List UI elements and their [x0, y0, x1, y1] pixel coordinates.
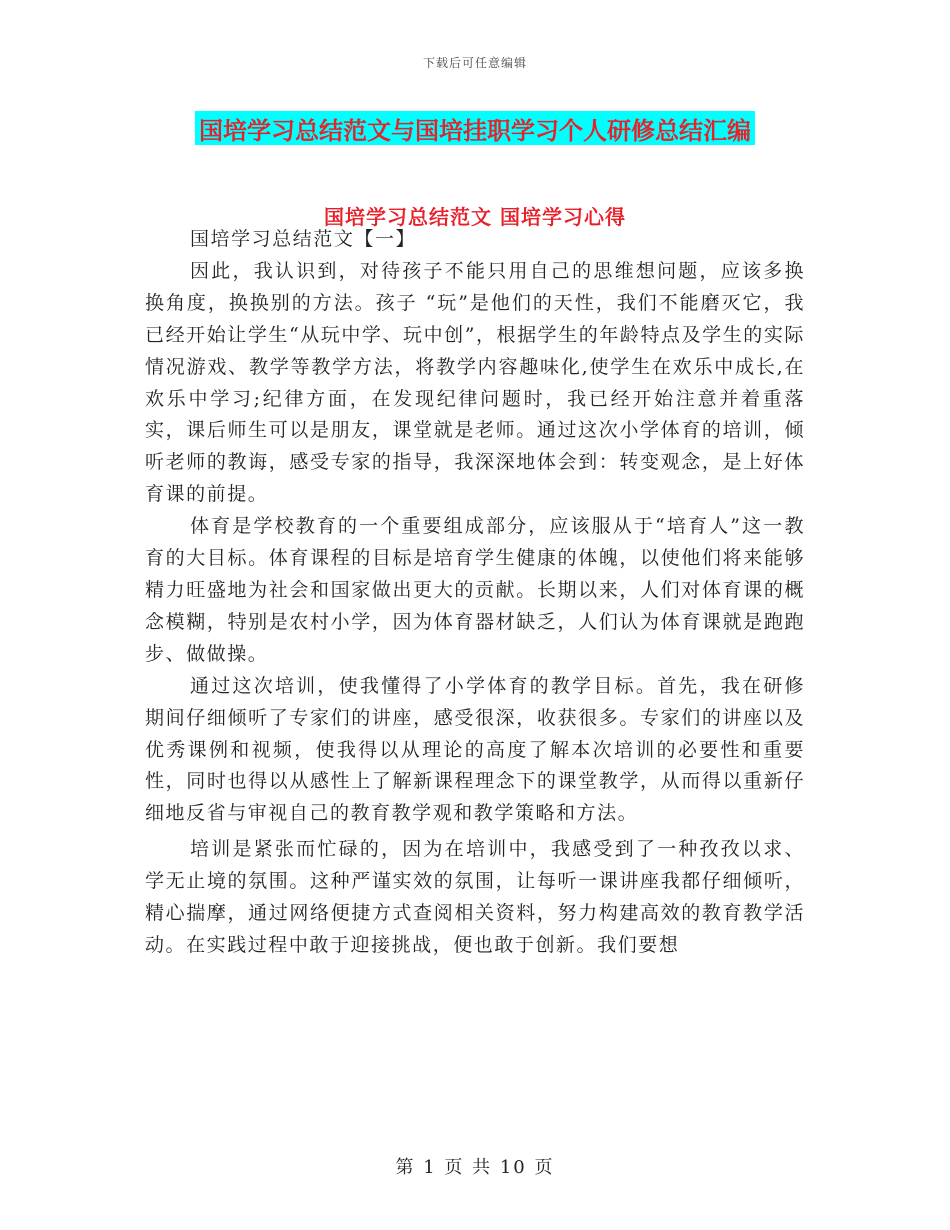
- page-number: 第 1 页 共 10 页: [395, 1157, 555, 1178]
- paragraph: 因此，我认识到，对待孩子不能只用自己的思维想问题，应该多换换角度，换换别的方法。孩子 “玩”是他们的天性，我们不能磨灭它，我已经开始让学生“从玩中学、玩中创”，根据学生的年龄特点及学生的实际情况游戏、教学等教学方法，将教学内容趣味化,使学生在欢乐中成长,在欢乐中学习;纪律方面，在发现纪律问题时，我已经开始注意并着重落实，课后师生可以是朋友，课堂就是老师。通过这次小学体育的培训，倾听老师的教诲，感受专家的指导，我深深地体会到：转变观念，是上好体育课的前提。: [145, 259, 805, 506]
- paragraph: 通过这次培训，使我懂得了小学体育的教学目标。首先，我在研修期间仔细倾听了专家们的讲座，感受很深，收获很多。专家们的讲座以及优秀课例和视频，使我得以从理论的高度了解本次培训的必要性和重要性，同时也得以从感性上了解新课程理念下的课堂教学，从而得以重新仔细地反省与审视自己的教育教学观和教学策略和方法。: [145, 674, 805, 825]
- document-subtitle: 国培学习总结范文 国培学习心得: [324, 205, 626, 229]
- document-title-highlight: [195, 111, 755, 145]
- header-note: 下载后可任意编辑: [422, 56, 527, 70]
- document-body: [145, 224, 805, 962]
- paragraph: 体育是学校教育的一个重要组成部分，应该服从于“培育人”这一教育的大目标。体育课程的目标是培育学生健康的体魄，以使他们将来能够精力旺盛地为社会和国家做出更大的贡献。长期以来，人们对体育课的概念模糊，特别是农村小学，因为体育器材缺乏，人们认为体育课就是跑跑步、做做操。: [145, 515, 805, 665]
- document-title: 国培学习总结范文与国培挂职学习个人研修总结汇编: [199, 116, 751, 145]
- paragraph: 培训是紧张而忙碌的，因为在培训中，我感受到了一种孜孜以求、学无止境的氛围。这种严谨实效的氛围，让每听一课讲座我都仔细倾听，精心揣摩，通过网络便捷方式查阅相关资料，努力构建高效的教育教学活动。在实践过程中敢于迎接挑战，便也敢于创新。我们要想: [145, 838, 805, 956]
- section-heading: 国培学习总结范文【一】: [190, 228, 417, 250]
